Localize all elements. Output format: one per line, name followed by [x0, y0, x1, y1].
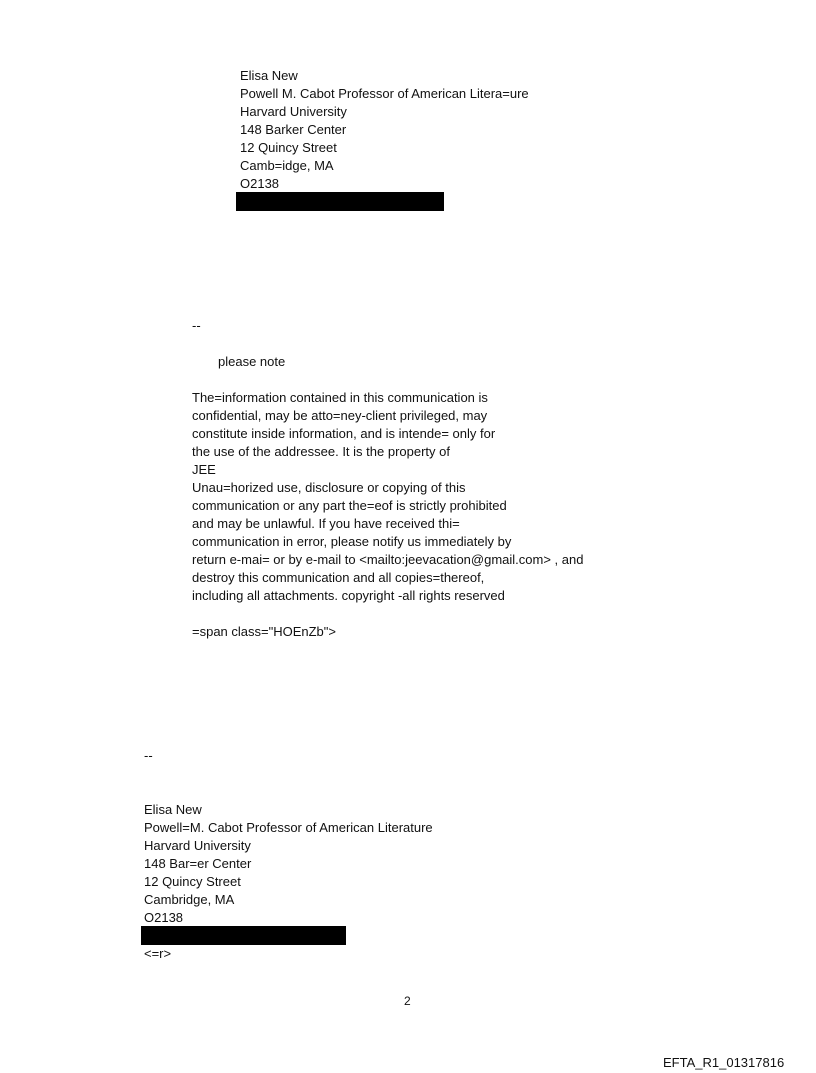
separator-top: -- — [192, 318, 201, 333]
disclaimer-line: communication in error, please notify us immediately by — [192, 534, 512, 549]
signature-street: 12 Quincy Street — [240, 140, 337, 155]
page-number: 2 — [404, 994, 411, 1008]
disclaimer-line: Unau=horized use, disclosure or copying of this — [192, 480, 466, 495]
disclaimer-line: The=information contained in this communication is — [192, 390, 488, 405]
signature-building: 148 Barker Center — [240, 122, 347, 137]
disclaimer-line: confidential, may be atto=ney-client privileged, may — [192, 408, 488, 423]
disclaimer-line: constitute inside information, and is intende= only for — [192, 426, 496, 441]
signature-name: Elisa New — [240, 68, 298, 83]
signature-name: Elisa New — [144, 802, 202, 817]
signature-zip: O2138 — [240, 176, 280, 191]
document-id: EFTA_R1_01317816 — [663, 1055, 785, 1070]
disclaimer-line: communication or any part the=eof is strictly prohibited — [192, 498, 507, 513]
signature-street: 12 Quincy Street — [144, 874, 241, 889]
redaction-bar — [141, 926, 346, 945]
disclaimer-line: destroy this communication and all copies=thereof, — [192, 570, 485, 585]
separator-bottom: -- — [144, 748, 153, 763]
signature-building: 148 Bar=er Center — [144, 856, 252, 871]
signature-city: Camb=idge, MA — [240, 158, 334, 173]
span-artifact: =span class="HOEnZb"> — [192, 624, 336, 639]
signature-title: Powell M. Cabot Professor of American Litera=ure — [240, 86, 529, 101]
redaction-bar — [236, 192, 444, 211]
signature-trailer: <=r> — [144, 946, 172, 961]
disclaimer-body — [192, 389, 583, 605]
signature-city: Cambridge, MA — [144, 892, 235, 907]
signature-top — [240, 67, 529, 193]
signature-institution: Harvard University — [240, 104, 347, 119]
disclaimer-line: the use of the addressee. It is the property of — [192, 444, 450, 459]
signature-zip: O2138 — [144, 910, 184, 925]
disclaimer-line: including all attachments. copyright -all rights reserved — [192, 588, 505, 603]
disclaimer-line: return e-mai= or by e-mail to <mailto:jeevacation@gmail.com> , and — [192, 552, 584, 567]
signature-institution: Harvard University — [144, 838, 251, 853]
disclaimer-line: and may be unlawful. If you have received thi= — [192, 516, 460, 531]
disclaimer-line: JEE — [192, 462, 216, 477]
signature-bottom — [144, 801, 433, 927]
signature-title: Powell=M. Cabot Professor of American Literature — [144, 820, 433, 835]
notice-heading: please note — [218, 354, 286, 369]
